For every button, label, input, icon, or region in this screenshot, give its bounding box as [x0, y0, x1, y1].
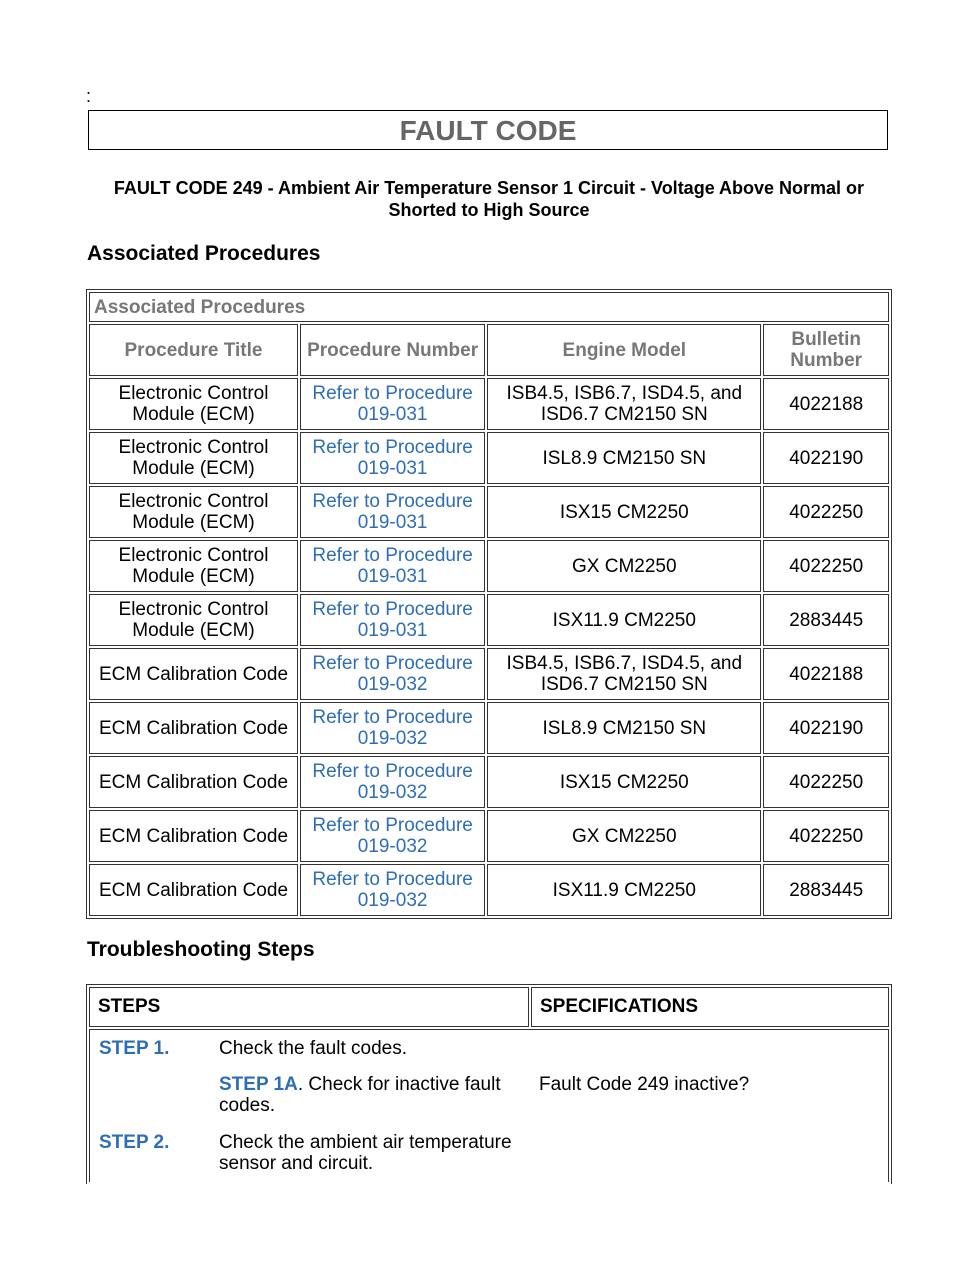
- table-row: [89, 864, 889, 916]
- table-row: [89, 810, 889, 862]
- table-row: [89, 594, 889, 646]
- engine-model-cell: ISX11.9 CM2250: [487, 594, 761, 646]
- steps-header: STEPS: [89, 987, 529, 1027]
- fault-code-heading: FAULT CODE 249 - Ambient Air Temperature Sensor 1 Circuit - Voltage Above Normal or Shorted to High Source: [113, 178, 865, 220]
- page-marker: :: [86, 86, 92, 106]
- fault-code-banner: FAULT CODE: [88, 110, 888, 150]
- procedure-title-cell: Electronic Control Module (ECM): [89, 540, 298, 592]
- bulletin-number-cell: 4022250: [763, 810, 889, 862]
- procedure-title-cell: ECM Calibration Code: [89, 648, 298, 700]
- engine-model-cell: ISX11.9 CM2250: [487, 864, 761, 916]
- step-1a-text: . Check for inactive fault codes.: [219, 1074, 501, 1116]
- step-1-text: Check the fault codes.: [219, 1038, 407, 1059]
- procedure-link[interactable]: Refer to Procedure 019-032: [300, 864, 485, 916]
- bulletin-number-cell: 2883445: [763, 594, 889, 646]
- engine-model-cell: ISB4.5, ISB6.7, ISD4.5, and ISD6.7 CM2150 SN: [487, 648, 761, 700]
- procedure-title-cell: Electronic Control Module (ECM): [89, 486, 298, 538]
- header-procedure-title: Procedure Title: [89, 324, 298, 376]
- table-caption: Associated Procedures: [89, 292, 889, 322]
- bulletin-number-cell: 4022188: [763, 378, 889, 430]
- associated-procedures-heading: Associated Procedures: [87, 242, 321, 265]
- procedure-link[interactable]: Refer to Procedure 019-031: [300, 432, 485, 484]
- bulletin-number-cell: 4022250: [763, 540, 889, 592]
- troubleshooting-steps-heading: Troubleshooting Steps: [87, 938, 315, 961]
- procedure-title-cell: Electronic Control Module (ECM): [89, 432, 298, 484]
- step-2-link[interactable]: STEP 2.: [99, 1132, 170, 1153]
- procedure-title-cell: Electronic Control Module (ECM): [89, 378, 298, 430]
- troubleshooting-table: [86, 984, 892, 1184]
- associated-procedures-table: [86, 289, 892, 919]
- procedure-link[interactable]: Refer to Procedure 019-031: [300, 378, 485, 430]
- procedure-title-cell: ECM Calibration Code: [89, 756, 298, 808]
- specifications-header: SPECIFICATIONS: [531, 987, 889, 1027]
- step-1a-block: [219, 1074, 539, 1116]
- table-row: [89, 378, 889, 430]
- table-row: [89, 432, 889, 484]
- header-procedure-number: Procedure Number: [300, 324, 485, 376]
- bulletin-number-cell: 2883445: [763, 864, 889, 916]
- header-bulletin-number: Bulletin Number: [763, 324, 889, 376]
- procedure-link[interactable]: Refer to Procedure 019-032: [300, 702, 485, 754]
- engine-model-cell: GX CM2250: [487, 810, 761, 862]
- step-1a-specification: Fault Code 249 inactive?: [539, 1074, 750, 1095]
- procedure-title-cell: ECM Calibration Code: [89, 810, 298, 862]
- procedure-link[interactable]: Refer to Procedure 019-031: [300, 594, 485, 646]
- procedure-link[interactable]: Refer to Procedure 019-031: [300, 540, 485, 592]
- step-1-link[interactable]: STEP 1.: [99, 1038, 170, 1059]
- procedure-link[interactable]: Refer to Procedure 019-032: [300, 648, 485, 700]
- bulletin-number-cell: 4022188: [763, 648, 889, 700]
- engine-model-cell: ISX15 CM2250: [487, 486, 761, 538]
- steps-body: [89, 1029, 889, 1182]
- engine-model-cell: ISB4.5, ISB6.7, ISD4.5, and ISD6.7 CM2150 SN: [487, 378, 761, 430]
- bulletin-number-cell: 4022190: [763, 702, 889, 754]
- table-header-row: [89, 324, 889, 376]
- step-1a-link[interactable]: STEP 1A: [219, 1074, 298, 1095]
- procedure-title-cell: ECM Calibration Code: [89, 864, 298, 916]
- procedure-link[interactable]: Refer to Procedure 019-032: [300, 756, 485, 808]
- procedure-title-cell: Electronic Control Module (ECM): [89, 594, 298, 646]
- procedure-link[interactable]: Refer to Procedure 019-032: [300, 810, 485, 862]
- engine-model-cell: ISL8.9 CM2150 SN: [487, 702, 761, 754]
- engine-model-cell: GX CM2250: [487, 540, 761, 592]
- procedure-title-cell: ECM Calibration Code: [89, 702, 298, 754]
- engine-model-cell: ISL8.9 CM2150 SN: [487, 432, 761, 484]
- header-engine-model: Engine Model: [487, 324, 761, 376]
- table-row: [89, 648, 889, 700]
- procedure-link[interactable]: Refer to Procedure 019-031: [300, 486, 485, 538]
- step-2-text: Check the ambient air temperature sensor and circuit.: [219, 1132, 512, 1174]
- table-row: [89, 702, 889, 754]
- engine-model-cell: ISX15 CM2250: [487, 756, 761, 808]
- bulletin-number-cell: 4022250: [763, 486, 889, 538]
- table-row: [89, 486, 889, 538]
- bulletin-number-cell: 4022190: [763, 432, 889, 484]
- steps-header-row: [89, 987, 889, 1027]
- table-row: [89, 756, 889, 808]
- bulletin-number-cell: 4022250: [763, 756, 889, 808]
- table-row: [89, 540, 889, 592]
